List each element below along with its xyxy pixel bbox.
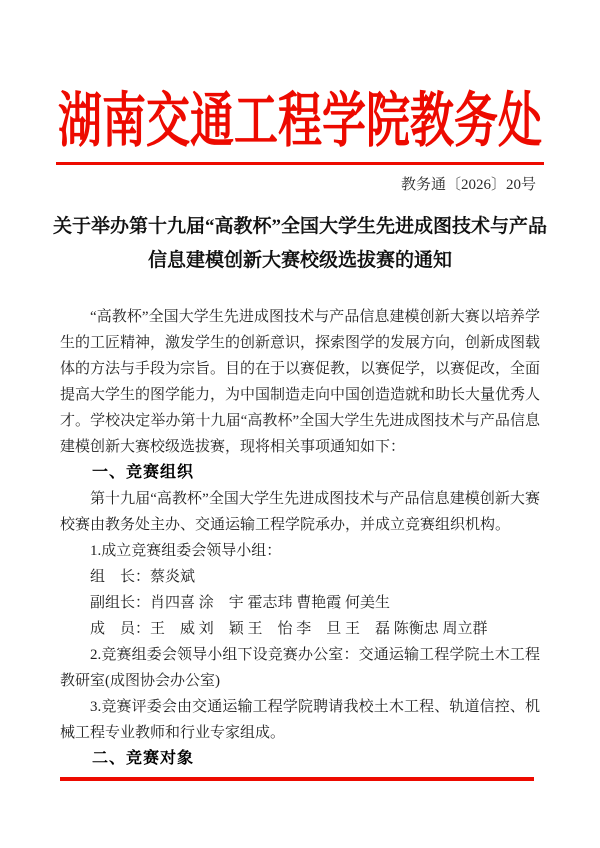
section1-item-3: 3.竞赛评委会由交通运输工程学院聘请我校土木工程、轨道信控、机械工程专业教师和行业专家组成。 [60, 699, 540, 741]
masthead [0, 0, 600, 155]
deputy-leaders-line: 副组长：肖四喜 涂 宇 霍志玮 曹艳霞 何美生 [90, 595, 391, 611]
notice-body [60, 304, 540, 772]
members-line: 成 员：王 威 刘 颖 王 怡 李 旦 王 磊 陈衡忠 周立群 [90, 621, 488, 637]
masthead-title: 湖南交通工程学院教务处 [58, 88, 542, 155]
intro-paragraph: “高教杯”全国大学生先进成图技术与产品信息建模创新大赛以培养学生的工匠精神，激发学生的创新意识，探索图学的发展方向，创新成图载体的方法与手段为宗旨。目的在于以赛促教，以赛促学，以赛促改，全面提高大学生的图学能力，为中国制造走向中国创造造就和助长大量优秀人才。学校决定举办第十九届“高教杯”全国大学生先进成图技术与产品信息建模创新大赛校级选拔赛，现将相关事项通知如下： [60, 309, 541, 455]
notice-title: 关于举办第十九届“高教杯”全国大学生先进成图技术与产品信息建模创新大赛校级选拔赛的通知 [52, 216, 547, 271]
section1-paragraph: 第十九届“高教杯”全国大学生先进成图技术与产品信息建模创新大赛校赛由教务处主办、交通运输工程学院承办，并成立竞赛组织机构。 [60, 491, 540, 533]
section1-item-2: 2.竞赛组委会领导小组下设竞赛办公室：交通运输工程学院土木工程教研室(成图协会办公室) [60, 647, 540, 689]
masthead-divider [56, 162, 544, 165]
leader-line: 组 长：蔡炎斌 [90, 569, 196, 585]
document-number: 教务通〔2026〕20号 [400, 177, 536, 193]
section-heading-2: 二、竞赛对象 [92, 750, 195, 767]
section-heading-1: 一、竞赛组织 [92, 464, 195, 481]
footer-divider [60, 777, 534, 781]
section1-item-1: 1.成立竞赛组委会领导小组： [90, 543, 282, 559]
